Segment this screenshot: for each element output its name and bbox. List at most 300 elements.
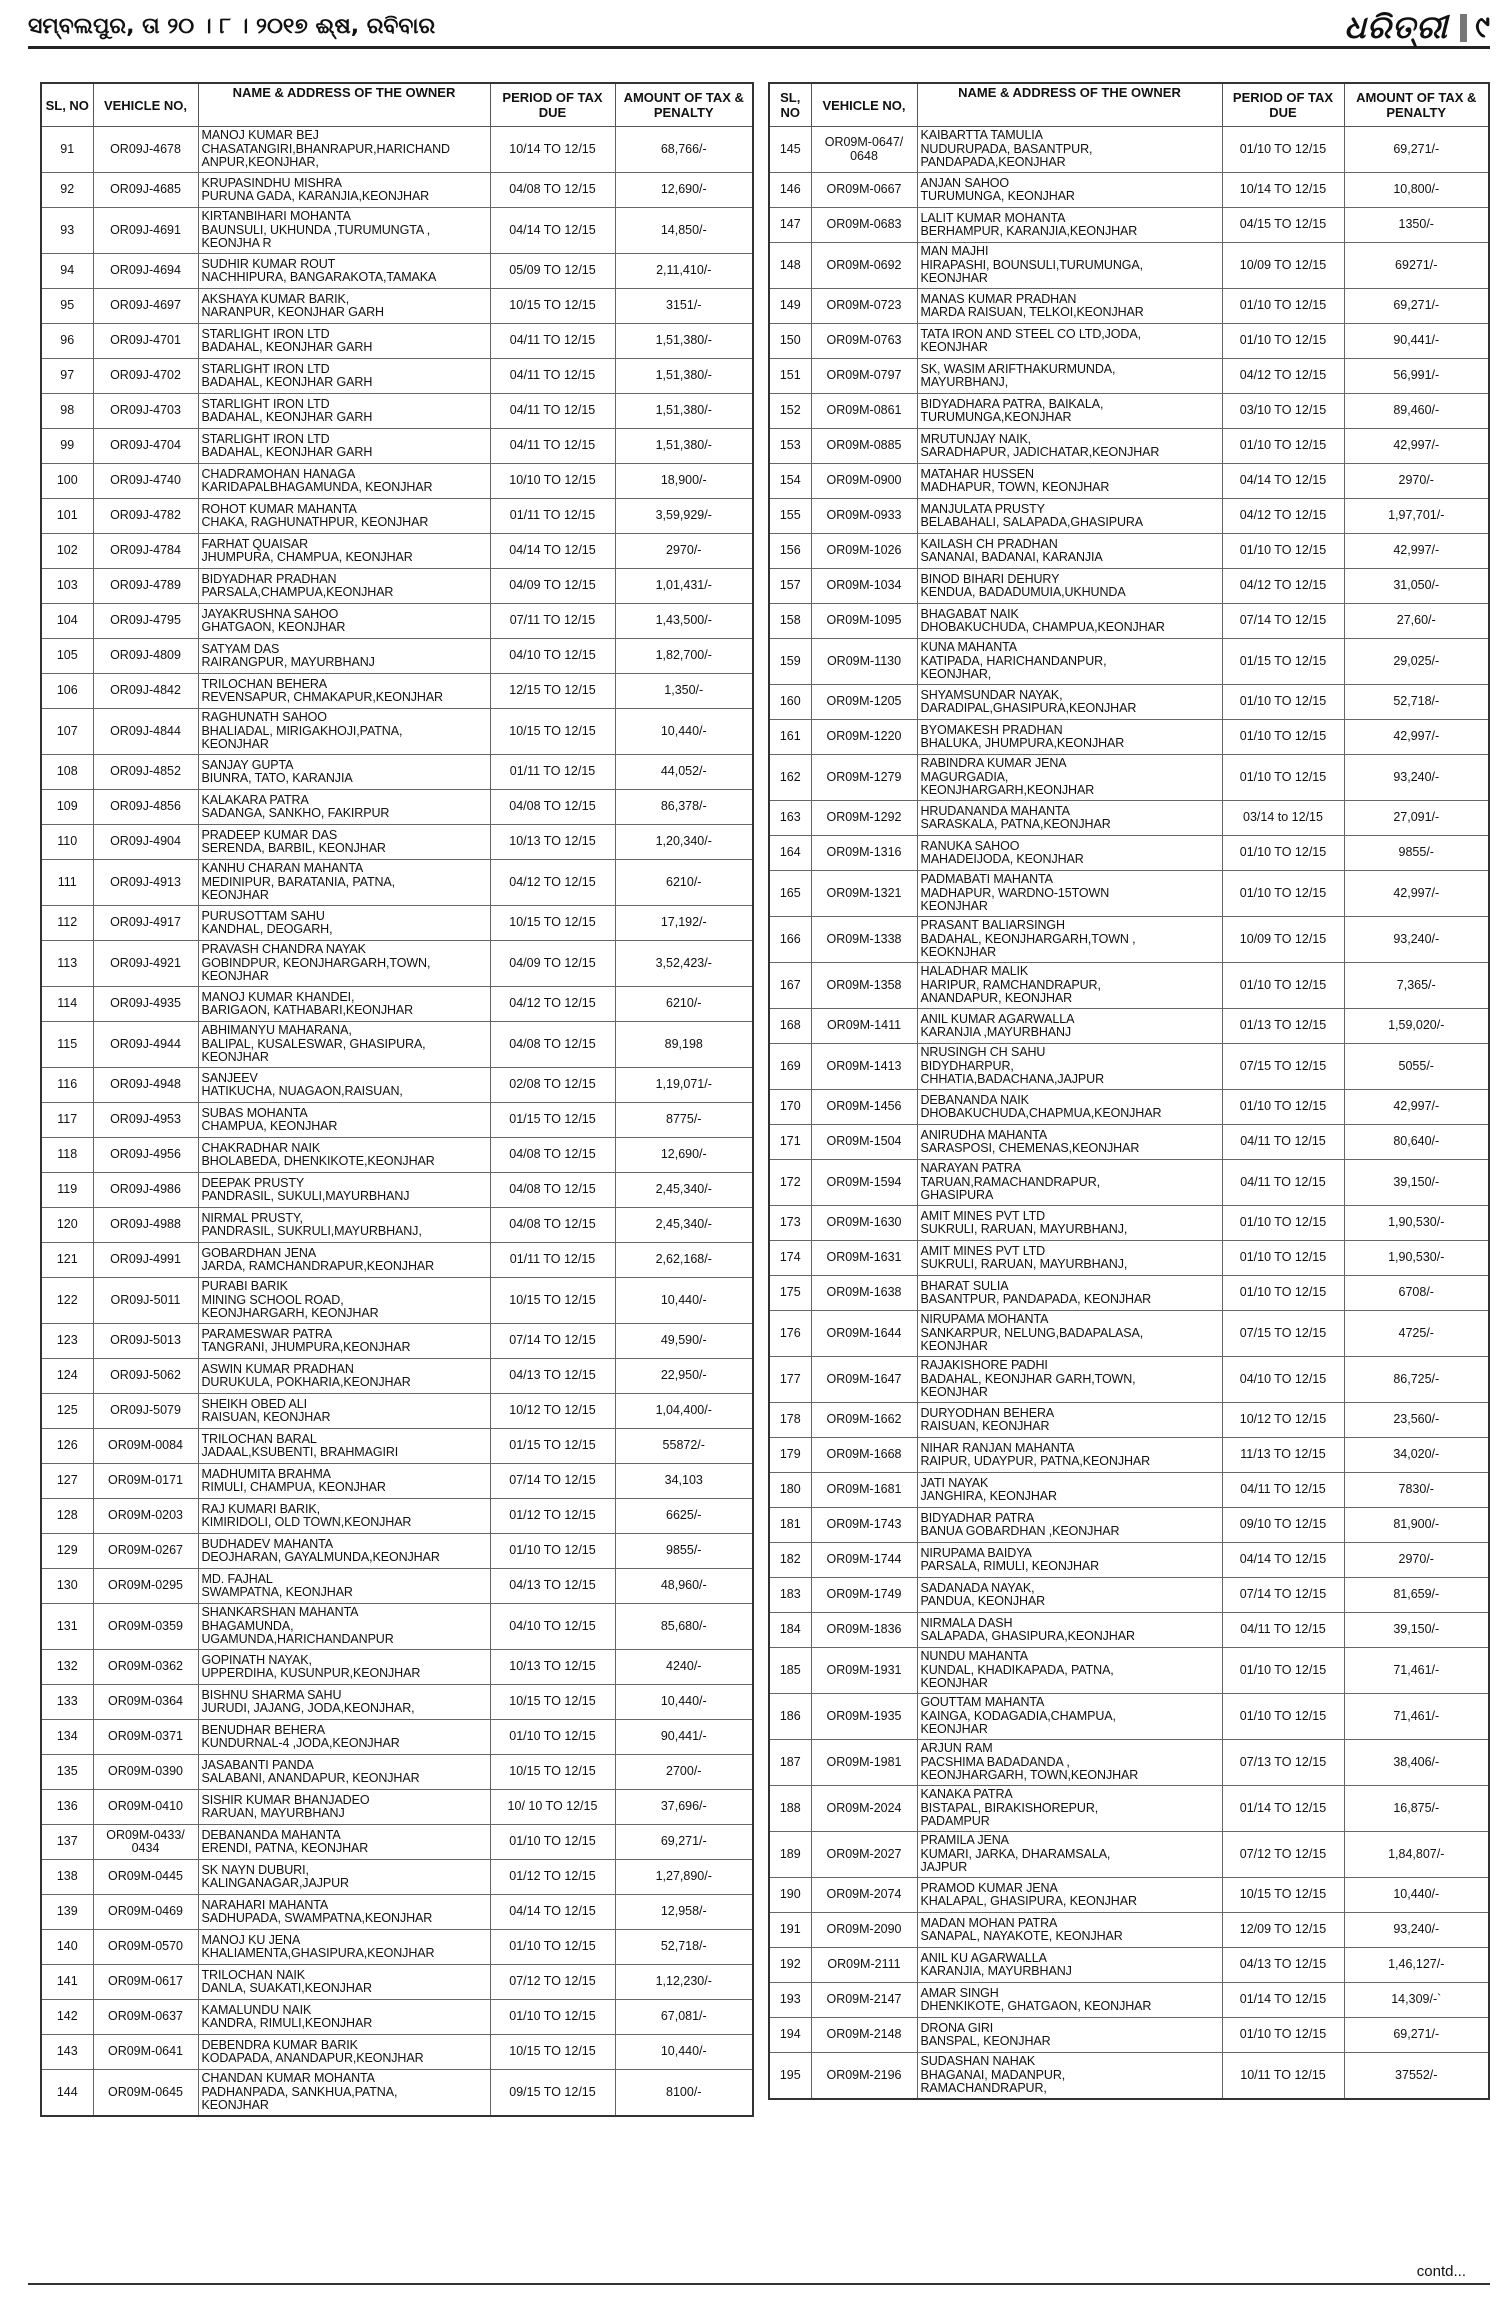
- cell-owner-name-address: BHAGABAT NAIK DHOBAKUCHUDA, CHAMPUA,KEONJHAR: [917, 604, 1222, 639]
- cell-tax-period: 04/11 TO 12/15: [490, 324, 615, 359]
- table-row: [769, 720, 1489, 755]
- cell-owner-name-address: ROHOT KUMAR MAHANTA CHAKA, RAGHUNATHPUR, KEONJHAR: [198, 499, 490, 534]
- cell-sl-no: 189: [769, 1832, 811, 1878]
- cell-owner-name-address: SUDASHAN NAHAK BHAGANAI, MADANPUR, RAMACHANDRAPUR,: [917, 2053, 1222, 2100]
- cell-tax-amount: 18,900/-: [615, 464, 753, 499]
- cell-tax-amount: 1,19,071/-: [615, 1068, 753, 1103]
- cell-vehicle-no: OR09J-4789: [93, 569, 198, 604]
- cell-tax-amount: 1,84,807/-: [1344, 1832, 1489, 1878]
- cell-sl-no: 165: [769, 871, 811, 917]
- table-row: [41, 1138, 753, 1173]
- cell-vehicle-no: OR09J-4694: [93, 254, 198, 289]
- cell-owner-name-address: BENUDHAR BEHERA KUNDURNAL-4 ,JODA,KEONJHAR: [198, 1720, 490, 1755]
- cell-owner-name-address: PRAVASH CHANDRA NAYAK GOBINDPUR, KEONJHARGARH,TOWN, KEONJHAR: [198, 941, 490, 987]
- cell-tax-period: 05/09 TO 12/15: [490, 254, 615, 289]
- cell-owner-name-address: AKSHAYA KUMAR BARIK, NARANPUR, KEONJHAR GARH: [198, 289, 490, 324]
- cell-tax-period: 04/14 TO 12/15: [1222, 464, 1344, 499]
- cell-vehicle-no: OR09M-0723: [811, 289, 917, 324]
- table-row: [41, 324, 753, 359]
- cell-sl-no: 177: [769, 1357, 811, 1403]
- cell-vehicle-no: OR09J-4702: [93, 359, 198, 394]
- cell-tax-period: 01/15 TO 12/15: [490, 1103, 615, 1138]
- header-vehicle-no: VEHICLE NO,: [93, 83, 198, 127]
- cell-tax-amount: 2,11,410/-: [615, 254, 753, 289]
- table-row: [41, 1173, 753, 1208]
- cell-tax-amount: 9855/-: [1344, 836, 1489, 871]
- cell-vehicle-no: OR09M-0371: [93, 1720, 198, 1755]
- table-row: [769, 324, 1489, 359]
- cell-tax-period: 10/12 TO 12/15: [1222, 1403, 1344, 1438]
- cell-tax-period: 07/11 TO 12/15: [490, 604, 615, 639]
- header-period: PERIOD OF TAX DUE: [1222, 83, 1344, 127]
- cell-sl-no: 113: [41, 941, 93, 987]
- cell-tax-period: 04/13 TO 12/15: [1222, 1948, 1344, 1983]
- cell-sl-no: 156: [769, 534, 811, 569]
- cell-sl-no: 124: [41, 1359, 93, 1394]
- cell-sl-no: 121: [41, 1243, 93, 1278]
- cell-sl-no: 175: [769, 1276, 811, 1311]
- cell-tax-period: 01/10 TO 12/15: [1222, 2018, 1344, 2053]
- cell-tax-amount: 29,025/-: [1344, 639, 1489, 685]
- cell-vehicle-no: OR09M-1358: [811, 963, 917, 1009]
- cell-owner-name-address: PRASANT BALIARSINGH BADAHAL, KEONJHARGARH,TOWN , KEOKNJHAR: [917, 917, 1222, 963]
- cell-tax-period: 01/10 TO 12/15: [1222, 1694, 1344, 1740]
- cell-sl-no: 146: [769, 173, 811, 208]
- table-row: [41, 987, 753, 1022]
- cell-sl-no: 117: [41, 1103, 93, 1138]
- cell-vehicle-no: OR09M-0267: [93, 1534, 198, 1569]
- cell-vehicle-no: OR09J-4948: [93, 1068, 198, 1103]
- cell-sl-no: 176: [769, 1311, 811, 1357]
- cell-vehicle-no: OR09M-1638: [811, 1276, 917, 1311]
- cell-tax-period: 04/09 TO 12/15: [490, 941, 615, 987]
- cell-vehicle-no: OR09J-4988: [93, 1208, 198, 1243]
- cell-tax-period: 01/10 TO 12/15: [1222, 871, 1344, 917]
- page-number: ୯: [1475, 10, 1490, 45]
- cell-owner-name-address: NIRMAL PRUSTY, PANDRASIL, SUKRULI,MAYURBHANJ,: [198, 1208, 490, 1243]
- cell-sl-no: 184: [769, 1613, 811, 1648]
- table-row: [41, 1208, 753, 1243]
- cell-tax-amount: 39,150/-: [1344, 1160, 1489, 1206]
- cell-vehicle-no: OR09M-0445: [93, 1860, 198, 1895]
- cell-sl-no: 136: [41, 1790, 93, 1825]
- cell-tax-amount: 2,62,168/-: [615, 1243, 753, 1278]
- cell-vehicle-no: OR09M-0364: [93, 1685, 198, 1720]
- cell-tax-amount: 49,590/-: [615, 1324, 753, 1359]
- cell-tax-period: 01/11 TO 12/15: [490, 1243, 615, 1278]
- cell-tax-amount: 27,60/-: [1344, 604, 1489, 639]
- table-row: [769, 2018, 1489, 2053]
- cell-vehicle-no: OR09M-1931: [811, 1648, 917, 1694]
- table-row: [769, 1832, 1489, 1878]
- cell-sl-no: 168: [769, 1009, 811, 1044]
- table-row: [41, 429, 753, 464]
- table-row: [41, 173, 753, 208]
- cell-owner-name-address: MD. FAJHAL SWAMPATNA, KEONJHAR: [198, 1569, 490, 1604]
- header-amount: AMOUNT OF TAX & PENALTY: [615, 83, 753, 127]
- cell-owner-name-address: TRILOCHAN BARAL JADAAL,KSUBENTI, BRAHMAGIRI: [198, 1429, 490, 1464]
- cell-vehicle-no: OR09M-2111: [811, 1948, 917, 1983]
- cell-tax-period: 04/10 TO 12/15: [1222, 1357, 1344, 1403]
- table-row: [769, 755, 1489, 801]
- cell-sl-no: 100: [41, 464, 93, 499]
- cell-owner-name-address: SUDHIR KUMAR ROUT NACHHIPURA, BANGARAKOTA,TAMAKA: [198, 254, 490, 289]
- cell-owner-name-address: RAJAKISHORE PADHI BADAHAL, KEONJHAR GARH,TOWN, KEONJHAR: [917, 1357, 1222, 1403]
- cell-vehicle-no: OR09J-4904: [93, 825, 198, 860]
- cell-owner-name-address: STARLIGHT IRON LTD BADAHAL, KEONJHAR GARH: [198, 359, 490, 394]
- cell-tax-period: 10/09 TO 12/15: [1222, 243, 1344, 289]
- cell-vehicle-no: OR09M-0637: [93, 2000, 198, 2035]
- table-row: [41, 1825, 753, 1860]
- cell-tax-period: 04/08 TO 12/15: [490, 1208, 615, 1243]
- table-row: [769, 836, 1489, 871]
- cell-owner-name-address: MRUTUNJAY NAIK, SARADHAPUR, JADICHATAR,KEONJHAR: [917, 429, 1222, 464]
- cell-owner-name-address: KAILASH CH PRADHAN SANANAI, BADANAI, KARANJIA: [917, 534, 1222, 569]
- cell-tax-amount: 42,997/-: [1344, 1090, 1489, 1125]
- cell-owner-name-address: PRADEEP KUMAR DAS SERENDA, BARBIL, KEONJHAR: [198, 825, 490, 860]
- cell-tax-amount: 12,690/-: [615, 1138, 753, 1173]
- table-row: [769, 1090, 1489, 1125]
- cell-owner-name-address: SUBAS MOHANTA CHAMPUA, KEONJHAR: [198, 1103, 490, 1138]
- cell-vehicle-no: OR09J-4809: [93, 639, 198, 674]
- table-row: [41, 2035, 753, 2070]
- cell-tax-amount: 69,271/-: [1344, 289, 1489, 324]
- cell-tax-period: 10/15 TO 12/15: [490, 1278, 615, 1324]
- table-row: [769, 429, 1489, 464]
- cell-owner-name-address: JAYAKRUSHNA SAHOO GHATGAON, KEONJHAR: [198, 604, 490, 639]
- cell-owner-name-address: STARLIGHT IRON LTD BADAHAL, KEONJHAR GARH: [198, 324, 490, 359]
- cell-tax-amount: 10,440/-: [615, 709, 753, 755]
- table-row: [769, 1160, 1489, 1206]
- cell-vehicle-no: OR09M-0171: [93, 1464, 198, 1499]
- cell-vehicle-no: OR09M-0362: [93, 1650, 198, 1685]
- cell-vehicle-no: OR09J-4842: [93, 674, 198, 709]
- cell-sl-no: 107: [41, 709, 93, 755]
- cell-sl-no: 164: [769, 836, 811, 871]
- cell-tax-amount: 56,991/-: [1344, 359, 1489, 394]
- cell-sl-no: 115: [41, 1022, 93, 1068]
- cell-sl-no: 126: [41, 1429, 93, 1464]
- cell-tax-amount: 89,198: [615, 1022, 753, 1068]
- table-row: [769, 289, 1489, 324]
- cell-vehicle-no: OR09J-4844: [93, 709, 198, 755]
- cell-tax-amount: 1,46,127/-: [1344, 1948, 1489, 1983]
- cell-tax-period: 10/15 TO 12/15: [490, 709, 615, 755]
- cell-tax-period: 10/14 TO 12/15: [490, 127, 615, 173]
- cell-tax-period: 04/10 TO 12/15: [490, 1604, 615, 1650]
- cell-owner-name-address: BIDYADHAR PATRA BANUA GOBARDHAN ,KEONJHAR: [917, 1508, 1222, 1543]
- cell-sl-no: 192: [769, 1948, 811, 1983]
- cell-owner-name-address: NIRUPAMA MOHANTA SANKARPUR, NELUNG,BADAPALASA, KEONJHAR: [917, 1311, 1222, 1357]
- table-row: [41, 2070, 753, 2117]
- cell-owner-name-address: LALIT KUMAR MOHANTA BERHAMPUR, KARANJIA,KEONJHAR: [917, 208, 1222, 243]
- table-row: [769, 871, 1489, 917]
- cell-tax-period: 04/08 TO 12/15: [490, 1173, 615, 1208]
- cell-tax-amount: 10,440/-: [1344, 1878, 1489, 1913]
- cell-owner-name-address: MANJULATA PRUSTY BELABAHALI, SALAPADA,GHASIPURA: [917, 499, 1222, 534]
- cell-vehicle-no: OR09M-0647/ 0648: [811, 127, 917, 173]
- cell-tax-amount: 69,271/-: [615, 1825, 753, 1860]
- cell-sl-no: 111: [41, 860, 93, 906]
- table-row: [769, 604, 1489, 639]
- cell-owner-name-address: SADANADA NAYAK, PANDUA, KEONJHAR: [917, 1578, 1222, 1613]
- cell-owner-name-address: CHANDAN KUMAR MOHANTA PADHANPADA, SANKHUA,PATNA, KEONJHAR: [198, 2070, 490, 2117]
- cell-owner-name-address: ANIRUDHA MAHANTA SARASPOSI, CHEMENAS,KEONJHAR: [917, 1125, 1222, 1160]
- table-header-row: [41, 83, 753, 127]
- cell-tax-period: 04/14 TO 12/15: [490, 1895, 615, 1930]
- table-row: [41, 289, 753, 324]
- cell-sl-no: 114: [41, 987, 93, 1022]
- cell-sl-no: 195: [769, 2053, 811, 2100]
- cell-tax-amount: 1,90,530/-: [1344, 1241, 1489, 1276]
- cell-vehicle-no: OR09J-4921: [93, 941, 198, 987]
- cell-vehicle-no: OR09M-0900: [811, 464, 917, 499]
- table-row: [769, 685, 1489, 720]
- cell-owner-name-address: BINOD BIHARI DEHURY KENDUA, BADADUMUIA,UKHUNDA: [917, 569, 1222, 604]
- cell-owner-name-address: ANIL KUMAR AGARWALLA KARANJIA ,MAYURBHANJ: [917, 1009, 1222, 1044]
- cell-sl-no: 170: [769, 1090, 811, 1125]
- cell-sl-no: 172: [769, 1160, 811, 1206]
- cell-vehicle-no: OR09M-0295: [93, 1569, 198, 1604]
- cell-vehicle-no: OR09M-0359: [93, 1604, 198, 1650]
- cell-tax-amount: 34,020/-: [1344, 1438, 1489, 1473]
- cell-owner-name-address: TATA IRON AND STEEL CO LTD,JODA, KEONJHAR: [917, 324, 1222, 359]
- cell-vehicle-no: OR09M-1630: [811, 1206, 917, 1241]
- cell-owner-name-address: DURYODHAN BEHERA RAISUAN, KEONJHAR: [917, 1403, 1222, 1438]
- cell-tax-amount: 4240/-: [615, 1650, 753, 1685]
- cell-tax-period: 04/08 TO 12/15: [490, 1022, 615, 1068]
- cell-vehicle-no: OR09M-1292: [811, 801, 917, 836]
- cell-tax-period: 04/11 TO 12/15: [1222, 1125, 1344, 1160]
- cell-owner-name-address: KRUPASINDHU MISHRA PURUNA GADA, KARANJIA,KEONJHAR: [198, 173, 490, 208]
- cell-vehicle-no: OR09J-4697: [93, 289, 198, 324]
- cell-vehicle-no: OR09M-2090: [811, 1913, 917, 1948]
- cell-sl-no: 190: [769, 1878, 811, 1913]
- cell-vehicle-no: OR09M-0570: [93, 1930, 198, 1965]
- table-row: [41, 1569, 753, 1604]
- table-row: [41, 860, 753, 906]
- cell-tax-amount: 69,271/-: [1344, 127, 1489, 173]
- cell-tax-amount: 69,271/-: [1344, 2018, 1489, 2053]
- cell-tax-period: 11/13 TO 12/15: [1222, 1438, 1344, 1473]
- table-row: [41, 1278, 753, 1324]
- table-row: [41, 1930, 753, 1965]
- cell-vehicle-no: OR09M-1316: [811, 836, 917, 871]
- cell-tax-amount: 42,997/-: [1344, 720, 1489, 755]
- table-row: [769, 1125, 1489, 1160]
- table-row: [41, 906, 753, 941]
- cell-vehicle-no: OR09M-1095: [811, 604, 917, 639]
- cell-tax-period: 01/10 TO 12/15: [1222, 534, 1344, 569]
- cell-tax-amount: 93,240/-: [1344, 917, 1489, 963]
- cell-tax-period: 01/14 TO 12/15: [1222, 1983, 1344, 2018]
- cell-vehicle-no: OR09M-1411: [811, 1009, 917, 1044]
- cell-vehicle-no: OR09M-0683: [811, 208, 917, 243]
- cell-sl-no: 173: [769, 1206, 811, 1241]
- cell-tax-period: 10/13 TO 12/15: [490, 1650, 615, 1685]
- cell-tax-amount: 93,240/-: [1344, 1913, 1489, 1948]
- cell-vehicle-no: OR09M-1130: [811, 639, 917, 685]
- table-row: [769, 1878, 1489, 1913]
- cell-owner-name-address: MADAN MOHAN PATRA SANAPAL, NAYAKOTE, KEONJHAR: [917, 1913, 1222, 1948]
- cell-tax-amount: 12,690/-: [615, 173, 753, 208]
- cell-tax-amount: 42,997/-: [1344, 429, 1489, 464]
- cell-vehicle-no: OR09J-5079: [93, 1394, 198, 1429]
- footer-rule: [28, 2283, 1490, 2285]
- cell-sl-no: 167: [769, 963, 811, 1009]
- cell-sl-no: 93: [41, 208, 93, 254]
- table-row: [41, 1604, 753, 1650]
- cell-owner-name-address: TRILOCHAN BEHERA REVENSAPUR, CHMAKAPUR,KEONJHAR: [198, 674, 490, 709]
- cell-sl-no: 140: [41, 1930, 93, 1965]
- table-row: [769, 1403, 1489, 1438]
- cell-sl-no: 183: [769, 1578, 811, 1613]
- table-row: [769, 534, 1489, 569]
- cell-sl-no: 101: [41, 499, 93, 534]
- cell-owner-name-address: PURABI BARIK MINING SCHOOL ROAD, KEONJHARGARH, KEONJHAR: [198, 1278, 490, 1324]
- cell-owner-name-address: RABINDRA KUMAR JENA MAGURGADIA, KEONJHARGARH,KEONJHAR: [917, 755, 1222, 801]
- cell-tax-period: 04/14 TO 12/15: [490, 534, 615, 569]
- cell-vehicle-no: OR09M-2074: [811, 1878, 917, 1913]
- cell-tax-amount: 7830/-: [1344, 1473, 1489, 1508]
- cell-tax-amount: 6625/-: [615, 1499, 753, 1534]
- cell-tax-period: 04/13 TO 12/15: [490, 1569, 615, 1604]
- cell-sl-no: 138: [41, 1860, 93, 1895]
- cell-owner-name-address: MANOJ KU JENA KHALIAMENTA,GHASIPURA,KEONJHAR: [198, 1930, 490, 1965]
- cell-vehicle-no: OR09M-0084: [93, 1429, 198, 1464]
- cell-tax-period: 04/14 TO 12/15: [490, 208, 615, 254]
- cell-vehicle-no: OR09J-4782: [93, 499, 198, 534]
- cell-tax-period: 10/11 TO 12/15: [1222, 2053, 1344, 2100]
- cell-sl-no: 182: [769, 1543, 811, 1578]
- cell-sl-no: 98: [41, 394, 93, 429]
- table-row: [769, 127, 1489, 173]
- cell-vehicle-no: OR09M-0203: [93, 1499, 198, 1534]
- table-row: [41, 1359, 753, 1394]
- cell-tax-amount: 4725/-: [1344, 1311, 1489, 1357]
- cell-tax-period: 10/09 TO 12/15: [1222, 917, 1344, 963]
- cell-sl-no: 122: [41, 1278, 93, 1324]
- cell-vehicle-no: OR09M-1836: [811, 1613, 917, 1648]
- cell-tax-amount: 1,350/-: [615, 674, 753, 709]
- cell-owner-name-address: NIHAR RANJAN MAHANTA RAIPUR, UDAYPUR, PATNA,KEONJHAR: [917, 1438, 1222, 1473]
- table-row: [769, 1276, 1489, 1311]
- cell-sl-no: 144: [41, 2070, 93, 2117]
- cell-vehicle-no: OR09M-1647: [811, 1357, 917, 1403]
- cell-tax-period: 07/14 TO 12/15: [1222, 1578, 1344, 1613]
- table-row: [769, 243, 1489, 289]
- cell-tax-period: 04/12 TO 12/15: [1222, 499, 1344, 534]
- cell-vehicle-no: OR09J-5013: [93, 1324, 198, 1359]
- cell-vehicle-no: OR09M-0645: [93, 2070, 198, 2117]
- table-row: [769, 1578, 1489, 1613]
- cell-sl-no: 96: [41, 324, 93, 359]
- table-row: [769, 917, 1489, 963]
- cell-owner-name-address: STARLIGHT IRON LTD BADAHAL, KEONJHAR GARH: [198, 394, 490, 429]
- cell-vehicle-no: OR09J-5011: [93, 1278, 198, 1324]
- table-row: [769, 1206, 1489, 1241]
- cell-tax-amount: 14,850/-: [615, 208, 753, 254]
- table-row: [769, 1473, 1489, 1508]
- table-row: [41, 1068, 753, 1103]
- table-row: [41, 1860, 753, 1895]
- cell-owner-name-address: ANIL KU AGARWALLA KARANJIA, MAYURBHANJ: [917, 1948, 1222, 1983]
- cell-vehicle-no: OR09J-4740: [93, 464, 198, 499]
- cell-tax-period: 09/15 TO 12/15: [490, 2070, 615, 2117]
- cell-sl-no: 91: [41, 127, 93, 173]
- cell-vehicle-no: OR09M-1413: [811, 1044, 917, 1090]
- cell-owner-name-address: ARJUN RAM PACSHIMA BADADANDA , KEONJHARGARH, TOWN,KEONJHAR: [917, 1740, 1222, 1786]
- cell-owner-name-address: NARAHARI MAHANTA SADHUPADA, SWAMPATNA,KEONJHAR: [198, 1895, 490, 1930]
- table-row: [41, 941, 753, 987]
- cell-owner-name-address: DEBANANDA MAHANTA ERENDI, PATNA, KEONJHAR: [198, 1825, 490, 1860]
- cell-vehicle-no: OR09M-0797: [811, 359, 917, 394]
- cell-owner-name-address: MANOJ KUMAR BEJ CHASATANGIRI,BHANRAPUR,HARICHAND ANPUR,KEONJHAR,: [198, 127, 490, 173]
- table-row: [769, 2053, 1489, 2100]
- cell-sl-no: 99: [41, 429, 93, 464]
- cell-vehicle-no: OR09M-1749: [811, 1578, 917, 1613]
- cell-owner-name-address: KANAKA PATRA BISTAPAL, BIRAKISHOREPUR, PADAMPUR: [917, 1786, 1222, 1832]
- cell-sl-no: 139: [41, 1895, 93, 1930]
- cell-tax-period: 04/12 TO 12/15: [490, 987, 615, 1022]
- cell-vehicle-no: OR09M-0641: [93, 2035, 198, 2070]
- cell-tax-amount: 93,240/-: [1344, 755, 1489, 801]
- table-row: [769, 359, 1489, 394]
- cell-vehicle-no: OR09M-0617: [93, 1965, 198, 2000]
- table-row: [41, 1685, 753, 1720]
- cell-owner-name-address: DEBANANDA NAIK DHOBAKUCHUDA,CHAPMUA,KEONJHAR: [917, 1090, 1222, 1125]
- cell-owner-name-address: SHYAMSUNDAR NAYAK, DARADIPAL,GHASIPURA,KEONJHAR: [917, 685, 1222, 720]
- cell-owner-name-address: CHADRAMOHAN HANAGA KARIDAPALBHAGAMUNDA, KEONJHAR: [198, 464, 490, 499]
- cell-vehicle-no: OR09M-0861: [811, 394, 917, 429]
- cell-owner-name-address: GOPINATH NAYAK, UPPERDIHA, KUSUNPUR,KEONJHAR: [198, 1650, 490, 1685]
- cell-tax-period: 10/12 TO 12/15: [490, 1394, 615, 1429]
- cell-tax-amount: 85,680/-: [615, 1604, 753, 1650]
- cell-owner-name-address: ABHIMANYU MAHARANA, BALIPAL, KUSALESWAR, GHASIPURA, KEONJHAR: [198, 1022, 490, 1068]
- cell-sl-no: 180: [769, 1473, 811, 1508]
- cell-tax-period: 01/15 TO 12/15: [1222, 639, 1344, 685]
- cell-vehicle-no: OR09M-1743: [811, 1508, 917, 1543]
- cell-sl-no: 186: [769, 1694, 811, 1740]
- cell-sl-no: 149: [769, 289, 811, 324]
- cell-owner-name-address: PRAMOD KUMAR JENA KHALAPAL, GHASIPURA, KEONJHAR: [917, 1878, 1222, 1913]
- cell-tax-amount: 81,659/-: [1344, 1578, 1489, 1613]
- cell-tax-amount: 31,050/-: [1344, 569, 1489, 604]
- cell-vehicle-no: OR09M-1026: [811, 534, 917, 569]
- cell-tax-amount: 55872/-: [615, 1429, 753, 1464]
- cell-sl-no: 163: [769, 801, 811, 836]
- cell-vehicle-no: OR09M-1504: [811, 1125, 917, 1160]
- cell-owner-name-address: DRONA GIRI BANSPAL, KEONJHAR: [917, 2018, 1222, 2053]
- cell-tax-period: 07/13 TO 12/15: [1222, 1740, 1344, 1786]
- cell-sl-no: 125: [41, 1394, 93, 1429]
- cell-tax-period: 04/10 TO 12/15: [490, 639, 615, 674]
- table-row: [769, 1438, 1489, 1473]
- cell-tax-period: 01/10 TO 12/15: [490, 1534, 615, 1569]
- table-row: [769, 1241, 1489, 1276]
- cell-sl-no: 142: [41, 2000, 93, 2035]
- cell-tax-amount: 81,900/-: [1344, 1508, 1489, 1543]
- cell-sl-no: 102: [41, 534, 93, 569]
- cell-tax-period: 04/12 TO 12/15: [490, 860, 615, 906]
- cell-tax-amount: 8100/-: [615, 2070, 753, 2117]
- cell-sl-no: 178: [769, 1403, 811, 1438]
- cell-tax-amount: 7,365/-: [1344, 963, 1489, 1009]
- cell-owner-name-address: AMIT MINES PVT LTD SUKRULI, RARUAN, MAYURBHANJ,: [917, 1206, 1222, 1241]
- cell-owner-name-address: AMIT MINES PVT LTD SUKRULI, RARUAN, MAYURBHANJ,: [917, 1241, 1222, 1276]
- cell-vehicle-no: OR09J-4784: [93, 534, 198, 569]
- cell-tax-period: 04/11 TO 12/15: [1222, 1160, 1344, 1206]
